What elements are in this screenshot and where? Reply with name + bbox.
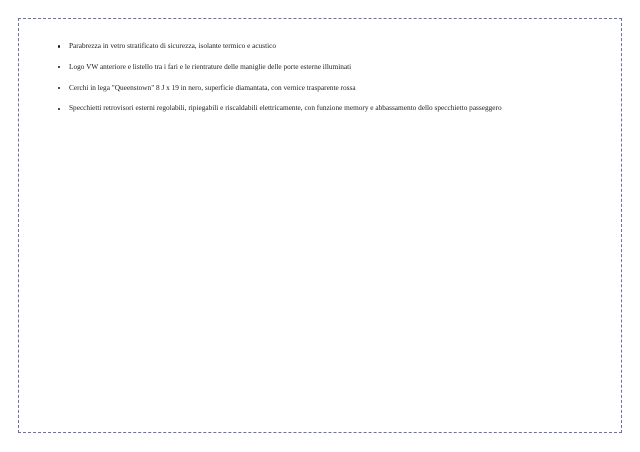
- bullet-icon: [58, 66, 60, 68]
- list-item: [56, 104, 604, 113]
- bullet-icon: [58, 45, 60, 47]
- list-item: [56, 84, 604, 93]
- list-item-text: Parabrezza in vetro stratificato di sicurezza, isolante termico e acustico: [69, 41, 277, 50]
- list-item: [56, 63, 604, 72]
- list-item-text: Logo VW anteriore e listello tra i fari e le rientrature delle maniglie delle porte esterne illuminati: [69, 61, 352, 71]
- list-item-text: Cerchi in lega "Queenstown" 8 J x 19 in nero, superficie diamantata, con vernice trasparente rossa: [69, 82, 356, 92]
- feature-list: [56, 42, 604, 125]
- list-item: [56, 42, 604, 51]
- bullet-icon: [58, 87, 60, 89]
- list-item-text: Specchietti retrovisori esterni regolabili, ripiegabili e riscaldabili elettricamente, con funzione memory e abbassamento dello specchietto passeggero: [69, 103, 502, 113]
- bullet-icon: [58, 108, 60, 110]
